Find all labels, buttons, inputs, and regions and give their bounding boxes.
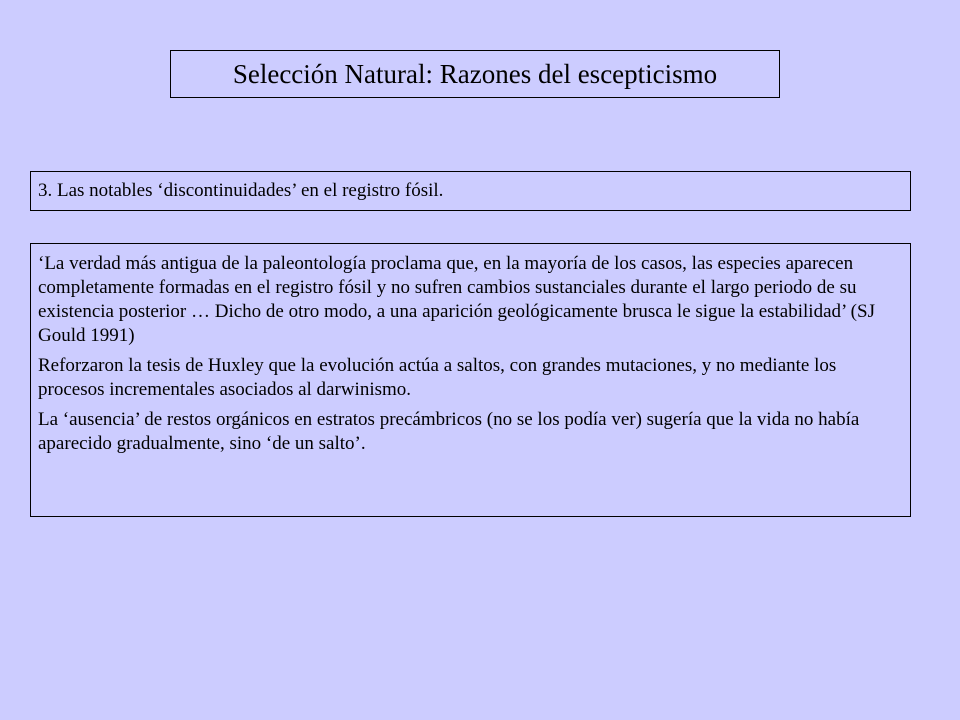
- precambrian-paragraph: La ‘ausencia’ de restos orgánicos en estratos precámbricos (no se los podía ver) sugería que la vida no había aparecido gradualmente, sino ‘de un salto’.: [38, 409, 860, 454]
- huxley-paragraph: Reforzaron la tesis de Huxley que la evolución actúa a saltos, con grandes mutaciones, y no mediante los procesos incrementales asociados al darwinismo.: [38, 355, 837, 400]
- point-heading-text: 3. Las notables ‘discontinuidades’ en el registro fósil.: [38, 180, 444, 201]
- point-heading: [30, 171, 911, 211]
- slide-title-text: Selección Natural: Razones del escepticismo: [232, 58, 718, 89]
- quote-paragraph: ‘La verdad más antigua de la paleontología proclama que, en la mayoría de los casos, las especies aparecen completamente formadas en el registro fósil y no sufren cambios sustanciales durante el largo periodo de su existencia posterior … Dicho de otro modo, a una aparición geológicamente brusca le sigue la estabilidad’ (SJ Gould 1991): [38, 253, 875, 346]
- slide-title: [170, 50, 780, 98]
- body-text-box: [30, 243, 911, 517]
